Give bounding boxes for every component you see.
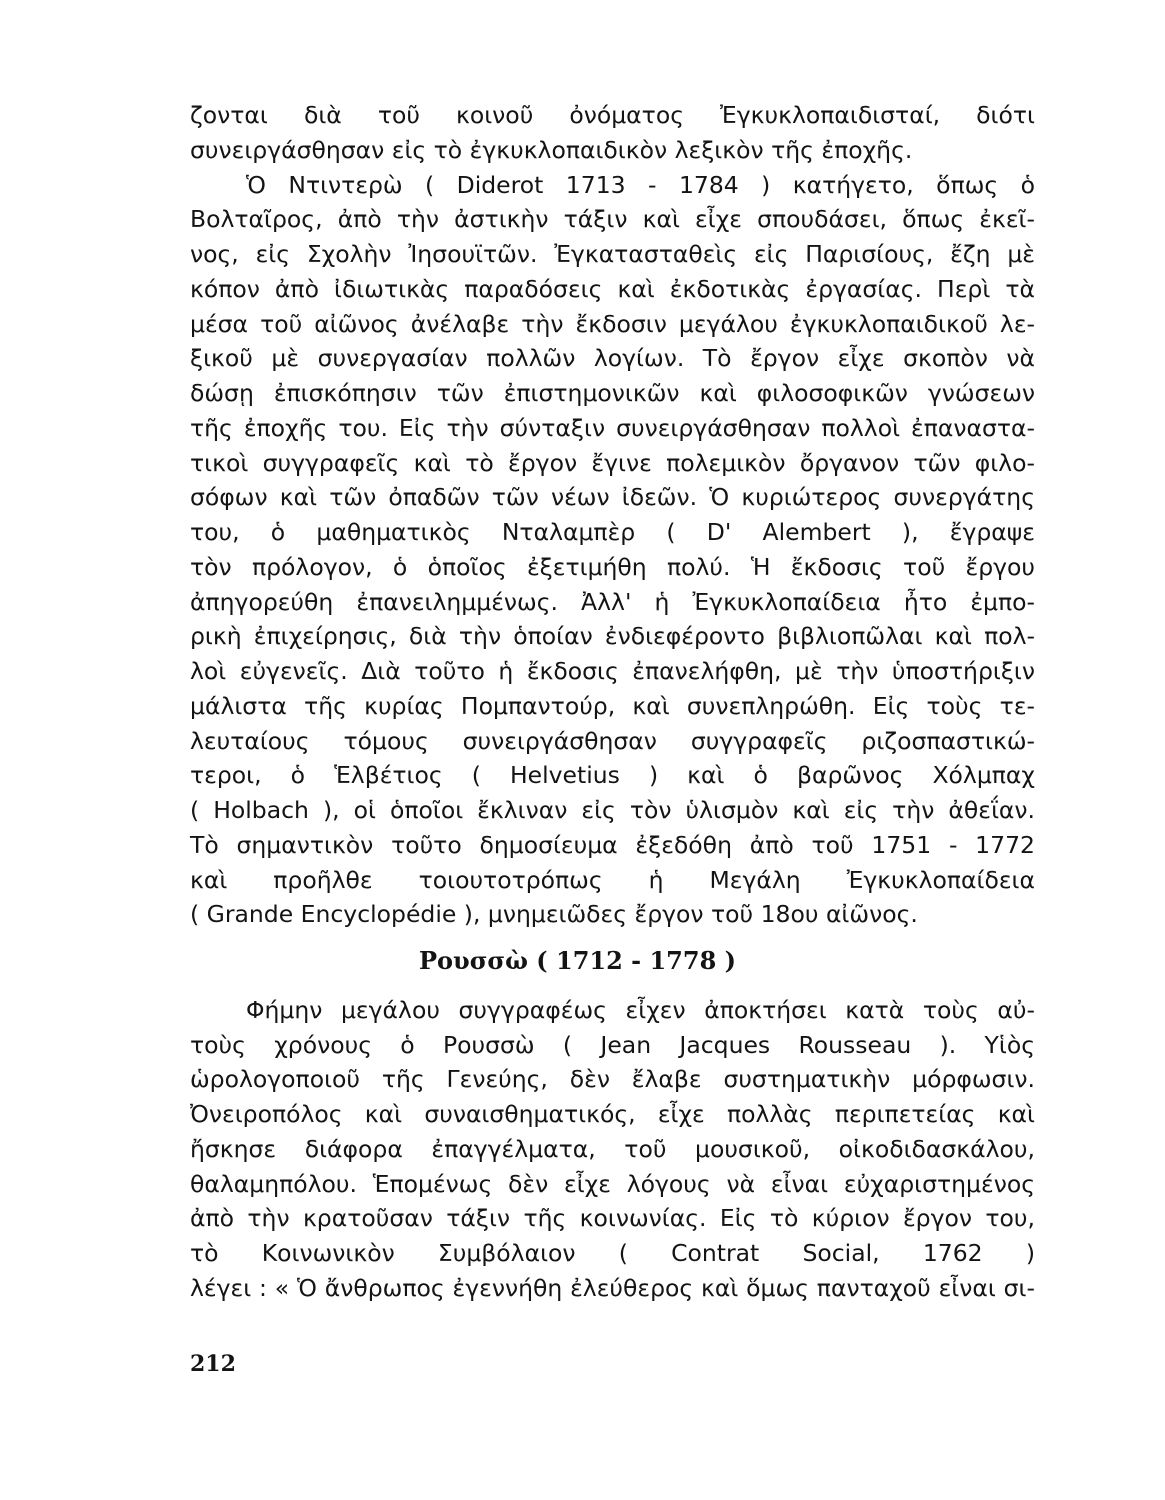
section-heading: Ρουσσὼ ( 1712 - 1778 ) [419,946,736,975]
text-line: μέσα τοῦ αἰῶνος ἀνέλαβε τὴν ἔκδοσιν μεγάλου ἐγκυκλοπαιδικοῦ λε- [190,309,1035,338]
text-line: ( Holbach ), οἱ ὁποῖοι ἔκλιναν εἰς τὸν ὑλισμὸν καὶ εἰς τὴν ἀθεΐαν. [190,796,1035,824]
text-line: καὶ προῆλθε τοιουτοτρόπως ἡ Μεγάλη Ἐγκυκλοπαίδεια [190,865,1035,894]
text-line: Ὁ Ντιντερὼ ( Diderot 1713 - 1784 ) κατήγετο, ὅπως ὁ [246,170,1035,199]
text-line: τὸ Κοινωνικὸν Συμβόλαιον ( Contrat Social, 1762 ) [190,1239,1035,1267]
paragraph-3 [190,993,1035,1306]
text-line: ( Grande Encyclopédie ), μνημειῶδες ἔργον τοῦ 18ου αἰῶνος. [190,900,918,929]
text-line: τοὺς χρόνους ὁ Ρουσσὼ ( Jean Jacques Rousseau ). Υἱὸς [190,1030,1035,1059]
text-line: τεροι, ὁ Ἑλβέτιος ( Helvetius ) καὶ ὁ βαρῶνος Χόλμπαχ [190,761,1035,790]
text-line: θαλαμηπόλου. Ἑπομένως δὲν εἶχε λόγους νὰ εἶναι εὐχαριστημένος [190,1169,1035,1198]
text-line: μάλιστα τῆς κυρίας Πομπαντούρ, καὶ συνεπληρώθη. Εἰς τοὺς τε- [190,691,1035,720]
text-line: ἤσκησε διάφορα ἐπαγγέλματα, τοῦ μουσικοῦ, οἰκοδιδασκάλου, [190,1134,1035,1163]
text-line: του, ὁ μαθηματικὸς Νταλαμπὲρ ( D' Alembert ), ἔγραψε [190,518,1035,546]
page-body [190,98,1035,1438]
text-line: δώσῃ ἐπισκόπησιν τῶν ἐπιστημονικῶν καὶ φιλοσοφικῶν γνώσεων [190,379,1035,407]
text-line: λοὶ εὐγενεῖς. Διὰ τοῦτο ἡ ἔκδοσις ἐπανελήφθη, μὲ τὴν ὑποστήριξιν [190,657,1035,685]
text-line: ρικὴ ἐπιχείρησις, διὰ τὴν ὁποίαν ἐνδιεφέροντο βιβλιοπῶλαι καὶ πολ- [190,622,1035,651]
text-line: τικοὶ συγγραφεῖς καὶ τὸ ἔργον ἔγινε πολεμικὸν ὄργανον τῶν φιλο- [190,448,1035,477]
text-line: Φήμην μεγάλου συγγραφέως εἶχεν ἀποκτήσει κατὰ τοὺς αὐ- [246,995,1035,1024]
text-line: τῆς ἐποχῆς του. Εἰς τὴν σύνταξιν συνειργάσθησαν πολλοὶ ἐπαναστα- [190,413,1035,442]
text-line: λέγει : « Ὁ ἄνθρωπος ἐγεννήθη ἐλεύθερος καὶ ὅμως πανταχοῦ εἶναι σι- [190,1273,1035,1302]
text-line: κόπον ἀπὸ ἰδιωτικὰς παραδόσεις καὶ ἐκδοτικὰς ἐργασίας. Περὶ τὰ [190,274,1035,303]
text-line: ζονται διὰ τοῦ κοινοῦ ὀνόματος Ἐγκυκλοπαιδισταί, διότι [190,101,1035,129]
text-line: σόφων καὶ τῶν ὀπαδῶν τῶν νέων ἰδεῶν. Ὁ κυριώτερος συνεργάτης [190,483,1035,512]
text-line: Βολταῖρος, ἀπὸ τὴν ἀστικὴν τάξιν καὶ εἶχε σπουδάσει, ὅπως ἐκεῖ- [190,205,1035,234]
text-line: Ὀνειροπόλος καὶ συναισθηματικός, εἶχε πολλὰς περιπετείας καὶ [190,1100,1035,1128]
text-line: ἀπηγορεύθη ἐπανειλημμένως. Ἀλλ' ἡ Ἐγκυκλοπαίδεια ἦτο ἐμπο- [190,587,1035,616]
page-number: 212 [190,1351,236,1377]
paragraph-2 [190,168,1035,933]
text-line: ὡρολογοποιοῦ τῆς Γενεύης, δὲν ἔλαβε συστηματικὴν μόρφωσιν. [190,1065,1035,1094]
text-line: λευταίους τόμους συνειργάσθησαν συγγραφεῖς ριζοσπαστικώ- [190,726,1035,755]
paragraph-1 [190,98,1035,168]
text-line: ξικοῦ μὲ συνεργασίαν πολλῶν λογίων. Τὸ ἔργον εἶχε σκοπὸν νὰ [190,344,1035,373]
text-line: ἀπὸ τὴν κρατοῦσαν τάξιν τῆς κοινωνίας. Εἰς τὸ κύριον ἔργον του, [190,1204,1035,1233]
text-line: συνειργάσθησαν εἰς τὸ ἐγκυκλοπαιδικὸν λεξικὸν τῆς ἐποχῆς. [190,135,913,164]
text-line: Τὸ σημαντικὸν τοῦτο δημοσίευμα ἐξεδόθη ἀπὸ τοῦ 1751 - 1772 [190,830,1035,859]
text-line: νος, εἰς Σχολὴν Ἰησουϊτῶν. Ἐγκατασταθεὶς εἰς Παρισίους, ἔζη μὲ [190,240,1035,268]
text-line: τὸν πρόλογον, ὁ ὁποῖος ἐξετιμήθη πολύ. Ἡ ἔκδοσις τοῦ ἔργου [190,552,1035,581]
